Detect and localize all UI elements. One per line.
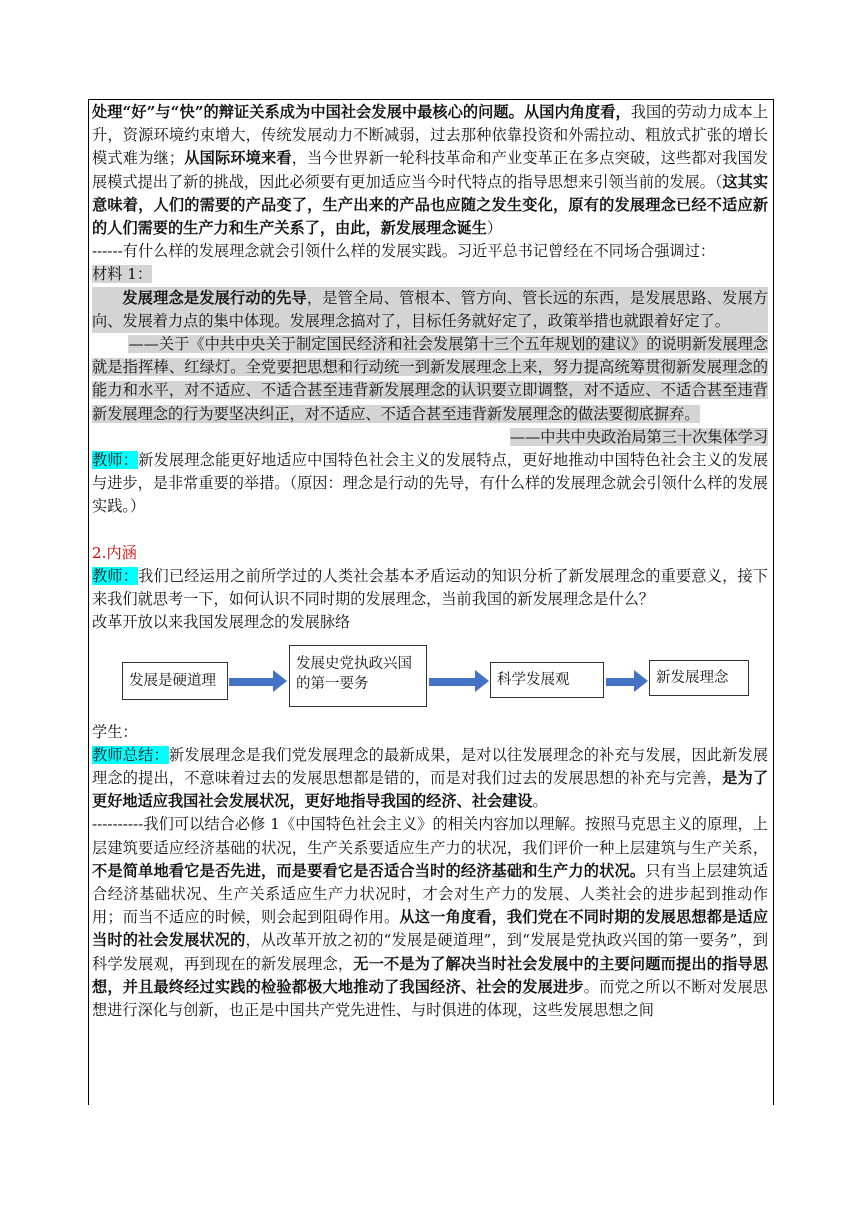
teacher-label: 教师： <box>92 567 139 586</box>
body-text: ——关于《中共中央关于制定国民经济和社会发展第十三个五年规划的建议》的说明新发展理念就是指挥棒、红绿灯。全党要把思想和行动统一到新发展理念上来，努力提高统筹贯彻新发展理念的能力和水平，对不适应、不适合甚至违背新发展理念的认识要立即调整，对不适应、不适合甚至违背新发展理念的行为要坚决纠正，对不适应、不适合甚至违背新发展理念的做法要彻底摒弃。 <box>92 335 768 423</box>
student-label: 学生： <box>92 722 138 741</box>
spacer <box>92 519 768 542</box>
flow-box-3: 科学发展观 <box>490 662 604 698</box>
material-label-text: 材料 1： <box>92 265 153 284</box>
development-flow-diagram <box>92 641 768 721</box>
material-source <box>92 426 768 449</box>
body-text: 只有当上层建筑适合经济基础状况、生产关系适应生产力状况时，才会对生产力的发展、人类社会的进步起到推动作用；而当不适应的时候，则会起到阻碍作用。 <box>92 861 769 927</box>
paragraph-analysis <box>92 813 768 1022</box>
body-text: 新发展理念能更好地适应中国特色社会主义的发展特点，更好地推动中国特色社会主义的发展与进步，是非常重要的举措。（原因：理念是行动的先导，有什么样的发展理念就会引领什么样的发展实践。） <box>92 451 769 516</box>
paragraph-transition: ------有什么样的发展理念就会引领什么样的发展实践。习近平总书记曾经在不同场合强调过： <box>92 242 716 261</box>
body-text: ） <box>486 219 503 238</box>
source-text: ——中共中央政治局第三十次集体学习 <box>509 427 768 446</box>
arrow-right-icon <box>429 674 489 688</box>
bold-text: 从这一角度看，我们党在不同时期的发展思想都是适应当时的社会发展状况的 <box>92 908 769 950</box>
body-text: 我们已经运用之前所学过的人类社会基本矛盾运动的知识分析了新发展理念的重要意义，接下来我们就思考一下，如何认识不同时期的发展理念，当前我国的新发展理念是什么？ <box>92 567 769 609</box>
body-text: 我国的劳动力成本上升，资源环境约束增大，传统发展动力不断减弱，过去那种依靠投资和外需拉动、粗放式扩张的增长模式难为继； <box>92 103 769 168</box>
paragraph-context <box>92 101 768 240</box>
bold-text: 从国际环境来看 <box>184 149 292 168</box>
bold-text: 发展理念是发展行动的先导 <box>122 288 307 307</box>
flow-box-4: 新发展理念 <box>649 660 749 696</box>
body-text: 新发展理念是我们党发展理念的最新成果，是对以往发展理念的补充与发展，因此新发展理念的提出，不意味着过去的发展思想都是错的，而是对我们过去的发展思想的补充与完善， <box>92 745 769 788</box>
bold-text: 这其实意味着，人们的需要的产品变了，生产出来的产品也应随之发生变化，原有的发展理念已经不适应新的人们需要的生产力和生产关系了，由此，新发展理念诞生 <box>92 172 769 238</box>
teacher-summary <box>92 744 768 814</box>
flow-title: 改革开放以来我国发展理念的发展脉络 <box>92 613 351 632</box>
arrow-right-icon <box>229 674 287 688</box>
teacher-remark-1 <box>92 449 768 519</box>
flow-box-2: 发展史党执政兴国的第一要务 <box>289 645 427 707</box>
body-text: 。 <box>532 792 548 811</box>
flow-box-1: 发展是硬道理 <box>122 662 228 700</box>
body-text: ，当今世界新一轮科技革命和产业变革正在多点突破，这些都对我国发展模式提出了新的挑战，因此必须要有更加适应当今时代特点的指导思想来引领当前的发展。（ <box>92 149 769 191</box>
teacher-remark-2 <box>92 565 768 611</box>
material-quote-1 <box>92 287 768 333</box>
body-text: ，从改革开放之初的“发展是硬道理”，到“发展是党执政兴国的第一要务”，到科学发展观，再到现在的新发展理念， <box>92 931 769 973</box>
bold-text: 从国内角度看， <box>523 103 631 121</box>
body-text: ，是管全局、管根本、管方向、管长远的东西，是发展思路、发展方向、发展着力点的集中体现。发展理念搞对了，目标任务就好定了，政策举措也就跟着好定了。 <box>92 288 769 330</box>
teacher-label: 教师： <box>92 451 139 470</box>
bold-text: 不是简单地看它是否先进，而是要看它是否适合当时的经济基础和生产力的状况。 <box>92 861 646 880</box>
section-heading: 2.内涵 <box>92 543 137 562</box>
body-text: 。而党之所以不断对发展思想进行深化与创新，也正是中国共产党先进性、与时俱进的体现，这些发展思想之间 <box>92 977 769 1020</box>
arrow-right-icon <box>606 674 648 688</box>
bold-text: 无一不是为了解决当时社会发展中的主要问题而提出的指导思想，并且最终经过实践的检验都极大地推动了我国经济、社会的发展进步 <box>92 954 769 996</box>
bold-text: 处理“好”与“快”的辩证关系成为中国社会发展中最核心的问题。 <box>92 103 524 121</box>
teacher-summary-label: 教师总结： <box>92 745 169 764</box>
bold-text: 是为了更好地适应我国社会发展状况，更好地指导我国的经济、社会建设 <box>92 769 769 811</box>
body-text: ----------我们可以结合必修 1《中国特色社会主义》的相关内容加以理解。按照马克思主义的原理，上层建筑要适应经济基础的状况，生产关系要适应生产力的状况，我们评价一种上层建筑与生产关系， <box>92 815 768 857</box>
material-quote-2 <box>92 333 768 426</box>
material-label <box>92 263 768 286</box>
document-body <box>92 101 768 1022</box>
